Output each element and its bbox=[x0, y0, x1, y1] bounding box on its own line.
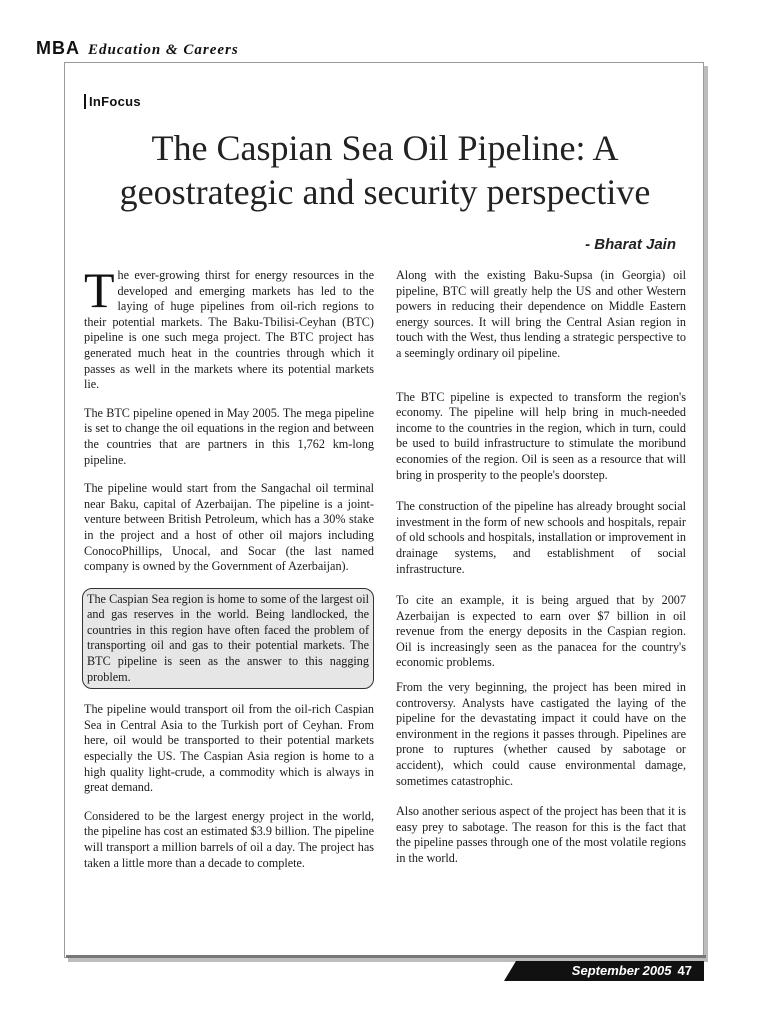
masthead-brand: MBA bbox=[36, 38, 80, 58]
paragraph: The BTC pipeline is expected to transform the region's economy. The pipeline will help bring in much-needed income to the countries in the region, which in turn, could be used to build infrastructure to stimulate the moribund economies of the region. Oil is seen as a resource that will bring in prosperity to the people's doorstep. bbox=[396, 389, 686, 482]
frame-shadow-right bbox=[704, 66, 708, 962]
masthead-section: Education & Careers bbox=[88, 42, 239, 58]
paragraph-intro-text: he ever-growing thirst for energy resources in the developed and emerging markets has led to the laying of huge pipelines from oil-rich regions to their potential markets. The Baku-Tbilisi-Ceyhan (BTC) pipeline is one such mega project. The BTC project has generated much heat in the countries through which it passes as well in the markets where its potential markets lie. bbox=[84, 268, 374, 392]
footer-rule bbox=[66, 955, 706, 958]
paragraph: Considered to be the largest energy project in the world, the pipeline has cost an estimated $3.9 billion. The pipeline will transport a million barrels of oil a day. The project has taken a little more than a decade to complete. bbox=[84, 808, 374, 870]
paragraph: The pipeline would transport oil from the oil-rich Caspian Sea in Central Asia to the Turkish port of Ceyhan. From here, oil would be transported to their potential markets especially the US. The Caspian Asia region is home to a high quality light-crude, a commodity which is always in great demand. bbox=[84, 702, 374, 795]
section-tag: InFocus bbox=[84, 94, 141, 109]
paragraph: The construction of the pipeline has already brought social investment in the form of new schools and hospitals, repair of old schools and hospitals, installation or improvement in drainage systems, and establishment of social infrastructure. bbox=[396, 499, 686, 576]
masthead bbox=[36, 38, 239, 59]
paragraph: Along with the existing Baku-Supsa (in Georgia) oil pipeline, BTC will greatly help the US and other Western powers in reducing their dependence on Middle Eastern energy sources. It will bring the Central Asian region in touch with the West, thus lending a strategic perspective to a seemingly ordinary oil pipeline. bbox=[396, 268, 686, 360]
footer-issue-tab bbox=[516, 961, 704, 981]
paragraph-intro bbox=[84, 262, 374, 393]
paragraph: The pipeline would start from the Sangachal oil terminal near Baku, capital of Azerbaijan. The pipeline is a joint-venture between British Petroleum, which has a 30% stake in the project and a host of other oil majors including ConocoPhillips, Unocal, and Socar (the last named company is owned by the Government of Azerbaijan). bbox=[84, 481, 374, 574]
page-number: 47 bbox=[677, 963, 692, 978]
right-column bbox=[396, 268, 686, 880]
callout-box: The Caspian Sea region is home to some of the largest oil and gas reserves in the world. Being landlocked, the countries in this region have often faced the problem of transporting oil and gas to their potential markets. The BTC pipeline is seen as the answer to this nagging problem. bbox=[82, 588, 374, 690]
paragraph: From the very beginning, the project has been mired in controversy. Analysts have castigated the laying of the pipeline for the devastating impact it could have on the environment in the regions it passes through. Pipelines are prone to ruptures (whether caused by sabotage or accident), which could cause environmental damage, sometimes catastrophic. bbox=[396, 680, 686, 788]
paragraph: Also another serious aspect of the project has been that it is easy prey to sabotage. The reason for this is the fact that the pipeline passes through one of the most volatile regions in the world. bbox=[396, 804, 686, 865]
drop-cap: T bbox=[84, 262, 115, 318]
paragraph: The BTC pipeline opened in May 2005. The mega pipeline is set to change the oil equations in the region and between the countries that are partners in this 1,762 km-long pipeline. bbox=[84, 405, 374, 467]
article-title: The Caspian Sea Oil Pipeline: A geostrategic and security perspective bbox=[119, 128, 651, 212]
footer-issue: September 2005 bbox=[571, 963, 672, 978]
left-column bbox=[84, 262, 374, 884]
paragraph: To cite an example, it is being argued that by 2007 Azerbaijan is expected to earn over $7 billion in oil revenue from the energy deposits in the Caspian region. Oil is increasingly seen as the panacea for the country's economic problems. bbox=[396, 593, 686, 670]
article-author: - Bharat Jain bbox=[585, 236, 676, 253]
